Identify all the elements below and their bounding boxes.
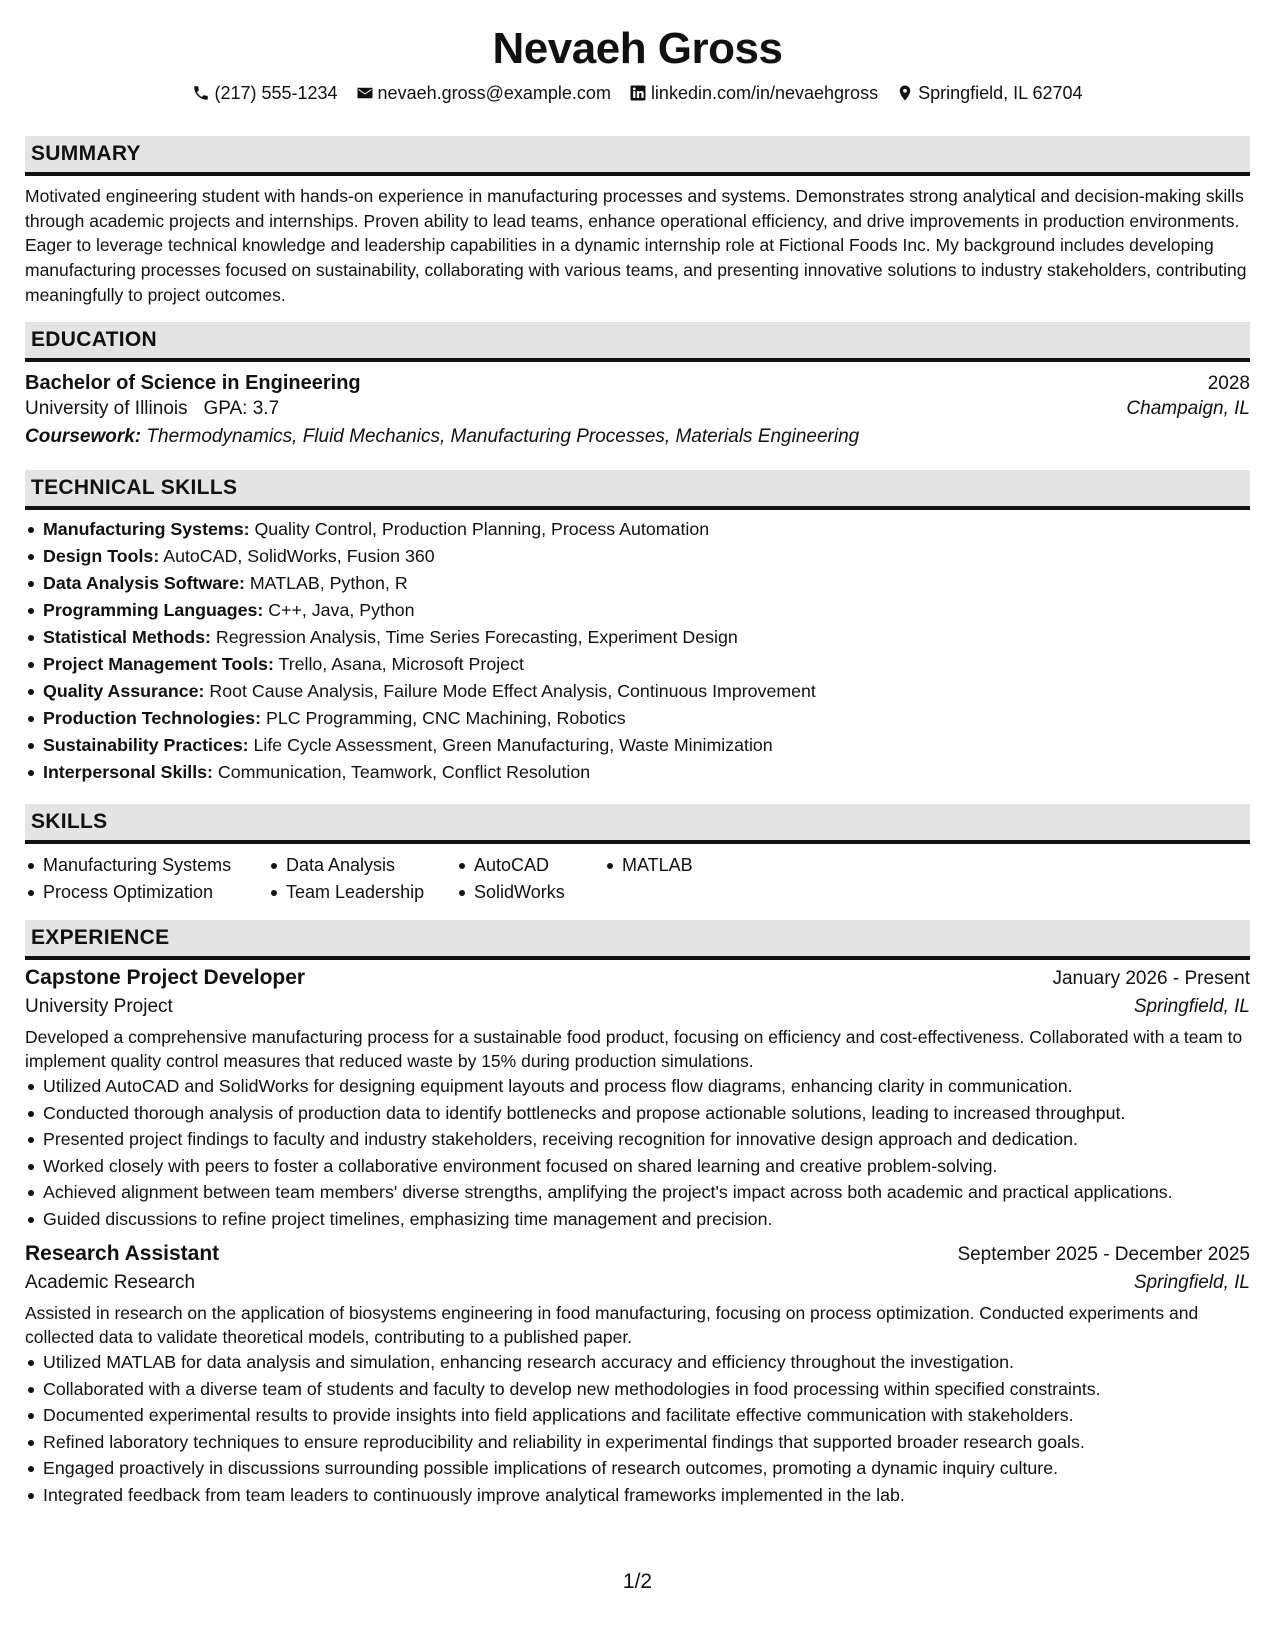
coursework-list: Thermodynamics, Fluid Mechanics, Manufacturing Processes, Materials Engineering [146, 426, 860, 447]
job-entry [25, 1242, 1250, 1508]
job-description: Assisted in research on the application of biosystems engineering in food manufacturing, focusing on process optimization. Conducted experiments and collected data to validate theoretical models, contributing to a published paper. [25, 1303, 1199, 1347]
gpa: GPA: 3.7 [203, 398, 280, 419]
page-number: 1/2 [622, 1570, 653, 1593]
summary-section [25, 136, 1250, 308]
skill-category: Design Tools: [43, 546, 160, 566]
list-item [43, 624, 1250, 651]
list-item: Conducted thorough analysis of production data to identify bottlenecks and propose actionable solutions, leading to increased throughput. [43, 1100, 1250, 1127]
list-item: AutoCAD [474, 852, 604, 879]
education-row-degree [25, 370, 1250, 395]
skills-column [268, 852, 456, 906]
list-item [43, 597, 1250, 624]
list-item: Data Analysis [286, 852, 456, 879]
coursework-label: Coursework: [25, 426, 142, 447]
skills-grid [25, 852, 1250, 906]
job-location: Springfield, IL [1133, 996, 1250, 1017]
skill-values: Communication, Teamwork, Conflict Resolution [217, 762, 591, 782]
job-entry [25, 966, 1250, 1232]
technical-skills-list [25, 516, 1250, 786]
job-dates: September 2025 - December 2025 [957, 1244, 1250, 1265]
skill-category: Project Management Tools: [43, 654, 274, 674]
phone-icon [192, 84, 210, 102]
contact-bar [25, 80, 1250, 106]
email-text: nevaeh.gross@example.com [377, 83, 611, 103]
skills-column [25, 852, 268, 906]
skill-values: Root Cause Analysis, Failure Mode Effect Analysis, Continuous Improvement [209, 681, 816, 701]
list-item: Presented project findings to faculty and industry stakeholders, receiving recognition for innovative design approach and dedication. [43, 1126, 1250, 1153]
skill-values: C++, Java, Python [268, 600, 415, 620]
coursework-line [25, 426, 1250, 448]
list-item: Documented experimental results to provide insights into field applications and facilitate effective communication with stakeholders. [43, 1402, 1250, 1429]
job-header [25, 1242, 1250, 1266]
contact-location [896, 80, 1082, 106]
list-item [43, 570, 1250, 597]
technical-skills-heading: TECHNICAL SKILLS [25, 470, 1250, 510]
skills-column [456, 852, 604, 906]
list-item: Guided discussions to refine project timelines, emphasizing time management and precision. [43, 1206, 1250, 1233]
job-title: Research Assistant [25, 1242, 220, 1265]
summary-text: Motivated engineering student with hands-on experience in manufacturing processes and systems. Demonstrates strong analytical and decision-making skills through academic projects and internships. Proven ability to lead teams, enhance operational efficiency, and drive improvements in production environments. Eager to leverage technical knowledge and leadership capabilities in a dynamic internship role at Fictional Foods Inc. My background includes developing manufacturing processes focused on sustainability, collaborating with various teams, and presenting innovative solutions to industry stakeholders, contributing meaningfully to project outcomes. [25, 186, 1247, 305]
job-location: Springfield, IL [1133, 1272, 1250, 1293]
school-and-gpa [25, 398, 279, 420]
job-description: Developed a comprehensive manufacturing process for a sustainable food product, focusing on efficiency and cost-effectiveness. Collaborated with a team to implement quality control measures that reduced waste by 15% during production simulations. [25, 1027, 1243, 1071]
candidate-name: Nevaeh Gross [492, 24, 783, 73]
list-item: Manufacturing Systems [43, 852, 268, 879]
summary-heading: SUMMARY [25, 136, 1250, 176]
list-item: SolidWorks [474, 879, 604, 906]
skill-category: Data Analysis Software: [43, 573, 245, 593]
job-dates: January 2026 - Present [1052, 968, 1250, 989]
list-item [43, 651, 1250, 678]
linkedin-icon [629, 84, 647, 102]
contact-email[interactable] [356, 80, 611, 106]
list-item: MATLAB [622, 852, 742, 879]
skill-category: Quality Assurance: [43, 681, 205, 701]
list-item: Utilized MATLAB for data analysis and simulation, enhancing research accuracy and efficiency throughout the investigation. [43, 1349, 1250, 1376]
skills-section [25, 804, 1250, 906]
skill-values: MATLAB, Python, R [249, 573, 408, 593]
list-item [43, 678, 1250, 705]
linkedin-text: linkedin.com/in/nevaehgross [650, 83, 879, 103]
job-bullets [25, 1349, 1250, 1508]
job-organization: Academic Research [25, 1272, 196, 1293]
map-pin-icon [896, 84, 914, 102]
skill-values: PLC Programming, CNC Machining, Robotics [265, 708, 626, 728]
school-name: University of Illinois [25, 398, 188, 419]
skills-column [604, 852, 742, 906]
technical-skills-section [25, 470, 1250, 786]
contact-phone [192, 80, 337, 106]
resume-page [25, 0, 1250, 1505]
skill-category: Statistical Methods: [43, 627, 211, 647]
list-item [43, 705, 1250, 732]
list-item: Integrated feedback from team leaders to continuously improve analytical frameworks implemented in the lab. [43, 1482, 1250, 1509]
list-item: Refined laboratory techniques to ensure reproducibility and reliability in experimental findings that supported broader research goals. [43, 1429, 1250, 1456]
skill-category: Sustainability Practices: [43, 735, 249, 755]
experience-section [25, 920, 1250, 1508]
skill-category: Interpersonal Skills: [43, 762, 213, 782]
list-item [43, 732, 1250, 759]
skill-values: Life Cycle Assessment, Green Manufacturing, Waste Minimization [253, 735, 773, 755]
list-item [43, 543, 1250, 570]
education-section [25, 322, 1250, 448]
list-item: Engaged proactively in discussions surrounding possible implications of research outcomes, promoting a dynamic inquiry culture. [43, 1455, 1250, 1482]
contact-linkedin[interactable] [629, 80, 878, 106]
skill-category: Production Technologies: [43, 708, 261, 728]
experience-heading: EXPERIENCE [25, 920, 1250, 960]
list-item: Team Leadership [286, 879, 456, 906]
location-text: Springfield, IL 62704 [918, 83, 1083, 103]
phone-text: (217) 555-1234 [214, 83, 338, 103]
job-bullets [25, 1073, 1250, 1232]
job-organization: University Project [25, 996, 173, 1017]
list-item [43, 759, 1250, 786]
envelope-icon [356, 84, 374, 102]
education-heading: EDUCATION [25, 322, 1250, 362]
skill-values: Quality Control, Production Planning, Process Automation [254, 519, 710, 539]
skill-values: Trello, Asana, Microsoft Project [278, 654, 524, 674]
list-item [43, 516, 1250, 543]
list-item: Process Optimization [43, 879, 268, 906]
list-item: Collaborated with a diverse team of students and faculty to develop new methodologies in food processing within specified constraints. [43, 1376, 1250, 1403]
skills-heading: SKILLS [25, 804, 1250, 844]
degree-title: Bachelor of Science in Engineering [25, 372, 361, 394]
list-item: Utilized AutoCAD and SolidWorks for designing equipment layouts and process flow diagrams, enhancing clarity in communication. [43, 1073, 1250, 1100]
skill-category: Programming Languages: [43, 600, 264, 620]
skill-values: AutoCAD, SolidWorks, Fusion 360 [163, 546, 435, 566]
graduation-year: 2028 [1207, 373, 1250, 394]
job-subheader [25, 996, 1250, 1018]
list-item: Achieved alignment between team members' diverse strengths, amplifying the project's impact across both academic and practical applications. [43, 1179, 1250, 1206]
skill-category: Manufacturing Systems: [43, 519, 250, 539]
education-row-school [25, 398, 1250, 420]
job-subheader [25, 1272, 1250, 1294]
school-location: Champaign, IL [1126, 398, 1250, 419]
skill-values: Regression Analysis, Time Series Forecasting, Experiment Design [215, 627, 738, 647]
job-header [25, 966, 1250, 990]
job-title: Capstone Project Developer [25, 966, 306, 989]
list-item: Worked closely with peers to foster a collaborative environment focused on shared learning and creative problem-solving. [43, 1153, 1250, 1180]
